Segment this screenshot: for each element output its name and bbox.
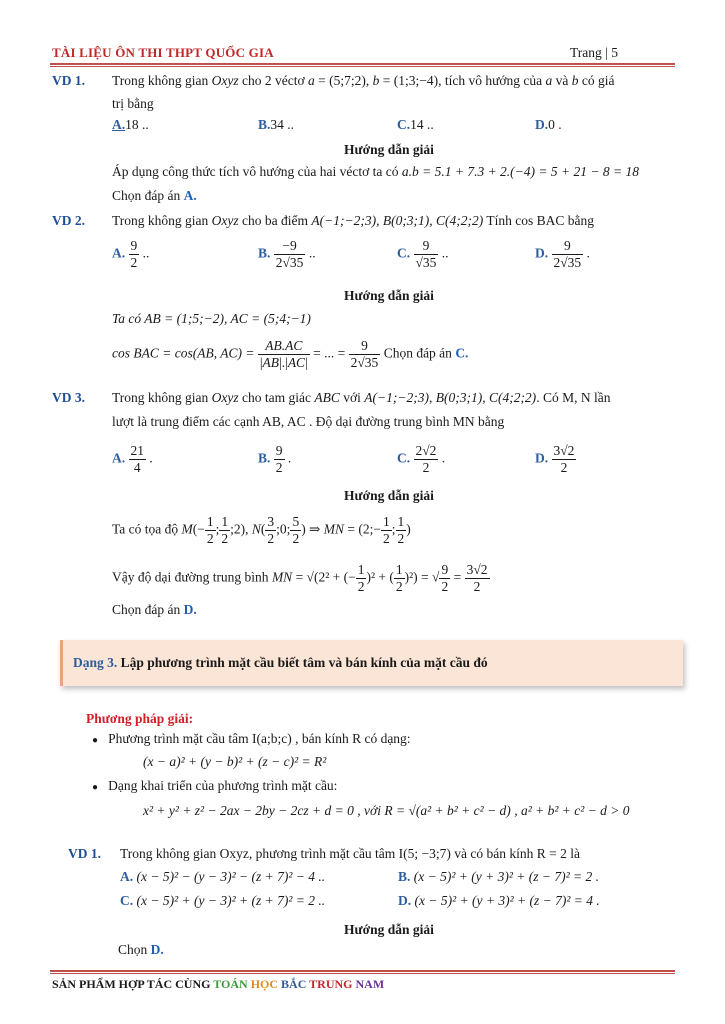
example-label: VD 2. (52, 213, 85, 228)
option-b[interactable]: B. $\frac{-9}{2√35}$ .. (258, 238, 316, 270)
question-text-cont: trị bằng (112, 96, 154, 111)
footer-text: SẢN PHẨM HỢP TÁC CÙNG TOÁN HỌC BẮC TRUNG NAM (52, 977, 385, 991)
option-b[interactable]: B. $\frac{9}{2}$ . (258, 443, 292, 475)
bullet-item: ● Phương trình mặt cầu tâm I(a;b;c) , bán kính R có dạng: (92, 731, 411, 746)
option-d[interactable]: D.0 . (535, 117, 562, 132)
header-divider (50, 63, 675, 65)
equation: x² + y² + z² − 2ax − 2by − 2cz + d = 0 , với R = √(a² + b² + c² − d) , a² + b² + c² − d > 0 (143, 803, 630, 818)
header-divider-thin (50, 66, 675, 67)
footer-divider (50, 970, 675, 972)
example-label: VD 1. (68, 846, 101, 861)
option-b[interactable]: B. (x − 5)² + (y + 3)² + (z − 7)² = 2 . (398, 869, 600, 884)
option-c[interactable]: C.14 .. (397, 117, 434, 132)
question-text-cont: lượt là trung điểm các cạnh AB, AC . Độ dại đường trung bình MN bằng (112, 414, 505, 429)
method-title: Phương pháp giải: (86, 711, 194, 726)
equation: (x − a)² + (y − b)² + (z − c)² = R² (143, 754, 327, 769)
question-text: Trong không gian Oxyz cho ba điểm A(−1;−2;3), B(0;3;1), C(4;2;2) Tính cos BAC bằng (112, 213, 595, 228)
section-box (60, 640, 683, 686)
solution-line: Ta có AB = (1;5;−2), AC = (5;4;−1) (112, 311, 311, 326)
solution-heading: Hướng dẫn giải (344, 922, 434, 937)
option-c[interactable]: C. $\frac{9}{√35}$ .. (397, 238, 449, 270)
solution-heading: Hướng dẫn giải (344, 142, 434, 157)
solution-answer: Chọn đáp án D. (112, 602, 197, 617)
solution-heading: Hướng dẫn giải (344, 288, 434, 303)
footer-divider-thin (50, 973, 675, 974)
solution-heading: Hướng dẫn giải (344, 488, 434, 503)
solution-answer: Chọn D. (118, 942, 164, 957)
option-a[interactable]: A.18 .. (112, 117, 149, 132)
document-header-title: TÀI LIỆU ÔN THI THPT QUỐC GIA (52, 45, 274, 60)
question-text: Trong không gian Oxyz, phương trình mặt cầu tâm I(5; −3;7) và có bán kính R = 2 là (120, 846, 580, 861)
page-number: Trang | 5 (570, 45, 618, 60)
option-c[interactable]: C. $\frac{2√2}{2}$ . (397, 443, 446, 475)
option-b[interactable]: B.34 .. (258, 117, 295, 132)
solution-answer: Chọn đáp án A. (112, 188, 197, 203)
solution-line: Áp dụng công thức tích vô hướng của hai véctơ ta có a.b = 5.1 + 7.3 + 2.(−4) = 5 + 21 − 8 = 18 (112, 164, 639, 179)
option-c[interactable]: C. (x − 5)² + (y − 3)² + (z + 7)² = 2 .. (120, 893, 326, 908)
option-d[interactable]: D. $\frac{9}{2√35}$ . (535, 238, 590, 270)
question-text: Trong không gian Oxyz cho 2 véctơ a = (5;7;2), b = (1;3;−4), tích vô hướng của a và b có giá (112, 73, 615, 88)
example-label: VD 3. (52, 390, 85, 405)
solution-formula: cos BAC = cos(AB, AC) = $\frac{AB.AC}{|AB|.|AC|}$ = ... = $\frac{9}{2√35}$ Chọn đáp án C. (112, 338, 469, 370)
option-d[interactable]: D. (x − 5)² + (y + 3)² + (z − 7)² = 4 . (398, 893, 600, 908)
option-a[interactable]: A. $\frac{9}{2}$ .. (112, 238, 150, 270)
option-a[interactable]: A. $\frac{21}{4}$ . (112, 443, 153, 475)
solution-line: Vậy độ dại đường trung bình MN = √(2² + (− $\frac{1}{2}$ )² + ( $\frac{1}{2}$ )²) = √ $\frac{9}{2}$ = $\frac{3√2}{2}$ (112, 562, 488, 594)
solution-line: Ta có tọa độ M(− $\frac{1}{2}$ ; $\frac{1}{2}$ ;2), N( $\frac{3}{2}$ ;0; $\frac{5}{2}$ ) ⇒ MN = (2;− $\frac{1}{2}$ ; $\frac{1}{2}$ ) (112, 514, 411, 546)
option-d[interactable]: D. $\frac{3√2}{2}$ (535, 443, 575, 475)
question-text: Trong không gian Oxyz cho tam giác ABC với A(−1;−2;3), B(0;3;1), C(4;2;2). Có M, N lần (112, 390, 611, 405)
section-title: Dạng 3. Lập phương trình mặt cầu biết tâm và bán kính của mặt cầu đó (73, 655, 488, 670)
example-label: VD 1. (52, 73, 85, 88)
bullet-item: ● Dạng khai triển của phương trình mặt cầu: (92, 778, 338, 793)
option-a[interactable]: A. (x − 5)² − (y − 3)² − (z + 7)² − 4 .. (120, 869, 326, 884)
